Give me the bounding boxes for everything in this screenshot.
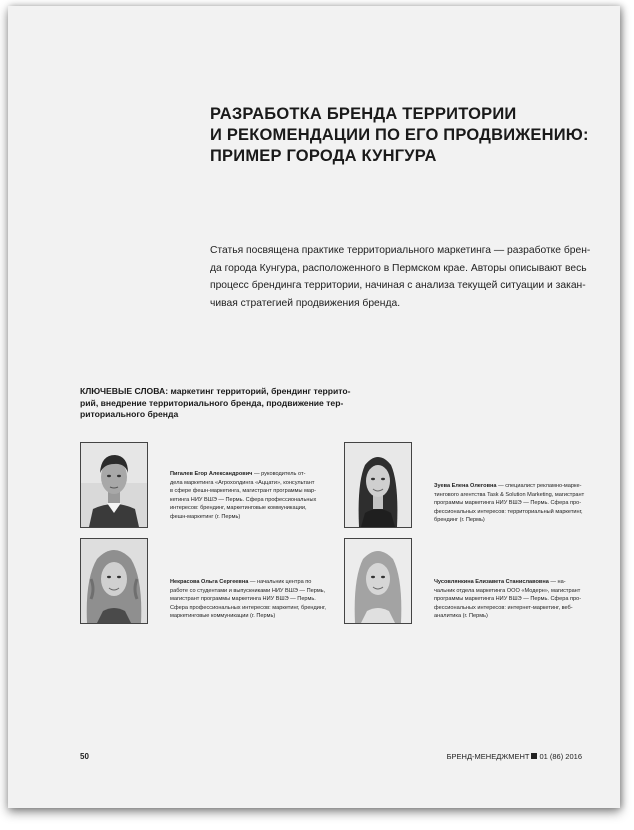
bio-line: — руководитель от-: [252, 471, 306, 477]
bio-line: фессиональных интересов: территориальный маркетинг,: [434, 508, 583, 515]
author-bio-pigalev: [170, 470, 350, 522]
keywords-block: [80, 386, 351, 421]
portrait-woman-light-hair: [345, 539, 411, 623]
abstract-line: процесс брендинга территории, начиная с анализа текущей ситуации и закан-: [210, 280, 586, 291]
author-photo-pigalev: [80, 442, 148, 528]
bio-line: Сфера профессиональных интересов: маркетинг, брендинг,: [170, 604, 326, 611]
keywords-line: риториального бренда: [80, 409, 179, 419]
author-bio-chusovlyankina: [434, 578, 614, 621]
bio-line: фешн-маркетинг (г. Пермь): [170, 513, 241, 520]
abstract-line: чивая стратегией продвижения бренда.: [210, 297, 401, 309]
bio-line: кетинга НИУ ВШЭ — Пермь. Сфера профессиональных: [170, 496, 317, 503]
square-separator-icon: [531, 753, 537, 759]
title-line: ПРИМЕР ГОРОДА КУНГУРА: [210, 147, 437, 165]
bio-line: — на-: [548, 579, 566, 585]
author-bio-nekrasova: [170, 578, 350, 621]
bio-line: фессиональных интересов: интернет-маркетинг, веб-: [434, 604, 573, 611]
author-name: Некрасова Ольга Сергеевна: [170, 579, 249, 585]
author-name: Зуева Елена Олеговна: [434, 483, 497, 489]
bio-line: программы маркетинга НИУ ВШЭ — Пермь. Сфера про-: [434, 500, 582, 507]
abstract-line: Статья посвящена практике территориального маркетинга — разработке брен-: [210, 245, 591, 256]
title-line: РАЗРАБОТКА БРЕНДА ТЕРРИТОРИИ: [210, 105, 517, 123]
bio-line: интересов: брендинг, маркетинговые коммуникации,: [170, 505, 307, 512]
bio-line: работе со студентами и выпускниками НИУ ВШЭ — Пермь,: [170, 587, 326, 594]
keywords-line: рий, внедрение территориального бренда, продвижение тер-: [80, 397, 344, 408]
page-number: 50: [80, 752, 89, 761]
issue-number: 01 (86) 2016: [539, 752, 582, 761]
portrait-woman-dark-hair: [345, 443, 411, 527]
portrait-man: [81, 443, 147, 527]
article-page: [8, 6, 620, 808]
article-title: [210, 104, 600, 167]
title-line: И РЕКОМЕНДАЦИИ ПО ЕГО ПРОДВИЖЕНИЮ:: [210, 126, 589, 144]
bio-line: магистрант программы маркетинга НИУ ВШЭ — Пермь.: [170, 596, 316, 603]
author-name: Чусовлянкина Елизавета Станиславовна: [434, 579, 549, 585]
bio-line: тингового агентства Task & Solution Marketing, магистрант: [434, 491, 585, 498]
bio-line: дела маркетинга «Агрохолдинга «Аццати», консультант: [170, 479, 315, 486]
author-name: Пигалев Егор Александрович: [170, 471, 253, 477]
author-photo-zueva: [344, 442, 412, 528]
bio-line: в сфере фешн-маркетинга, магистрант программы мар-: [170, 488, 316, 495]
bio-line: — начальник центра по: [248, 579, 312, 585]
article-abstract: [210, 242, 600, 312]
journal-name: БРЕНД-МЕНЕДЖМЕНТ: [446, 752, 530, 761]
abstract-line: да города Кунгура, расположенного в Пермском крае. Авторы описывают весь: [210, 262, 587, 274]
author-bio-zueva: [434, 482, 614, 525]
keywords-line: КЛЮЧЕВЫЕ СЛОВА: маркетинг территорий, брендинг террито-: [80, 386, 351, 396]
bio-line: аналитика (г. Пермь): [434, 613, 488, 620]
bio-line: маркетинговые коммуникации (г. Пермь): [170, 613, 276, 620]
bio-line: чальник отдела маркетинга ООО «Модерн», магистрант: [434, 587, 581, 594]
bio-line: программы маркетинга НИУ ВШЭ — Пермь. Сфера про-: [434, 596, 582, 603]
portrait-woman-wavy-hair: [81, 539, 147, 623]
bio-line: — специалист рекламно-марке-: [496, 483, 582, 489]
author-photo-chusovlyankina: [344, 538, 412, 624]
author-photo-nekrasova: [80, 538, 148, 624]
bio-line: брендинг (г. Пермь): [434, 517, 485, 524]
journal-footer: [447, 752, 582, 761]
